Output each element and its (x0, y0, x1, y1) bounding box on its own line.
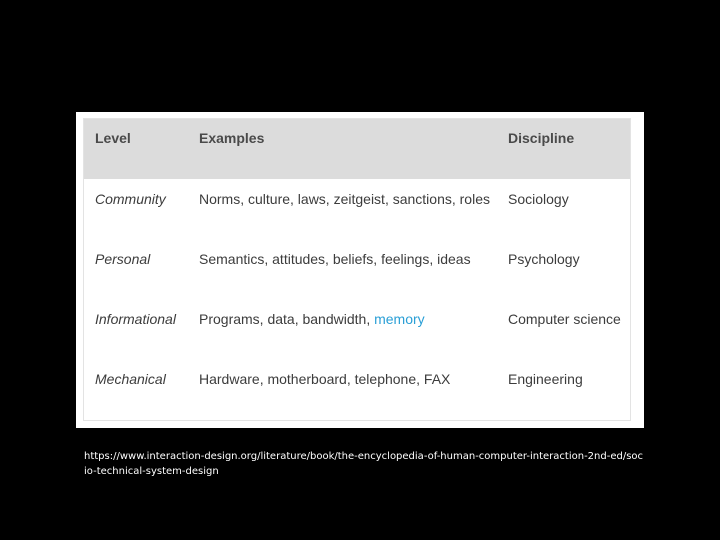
table-row (84, 179, 630, 239)
cell-discipline: Psychology (508, 251, 580, 267)
table-image (76, 112, 644, 428)
cell-examples (199, 299, 425, 339)
memory-link[interactable]: memory (374, 311, 425, 327)
table-row (84, 239, 630, 299)
cell-examples-text: Programs, data, bandwidth, (199, 311, 375, 327)
cell-discipline: Engineering (508, 371, 583, 387)
cell-discipline: Computer science (508, 311, 621, 327)
cell-level: Personal (95, 251, 151, 267)
header-discipline: Discipline (508, 130, 575, 146)
source-url[interactable]: https://www.interaction-design.org/literature/book/the-encyclopedia-of-human-computer-interaction-2nd-ed/socio-technical-system-design (84, 451, 644, 477)
cell-level: Informational (95, 311, 176, 327)
cell-level: Mechanical (95, 371, 166, 387)
socio-technical-levels-table (83, 118, 631, 421)
cell-examples: Hardware, motherboard, telephone, FAX (199, 371, 451, 387)
cell-level: Community (95, 191, 166, 207)
cell-examples: Norms, culture, laws, zeitgeist, sanctions, roles (199, 191, 490, 207)
cell-discipline: Sociology (508, 191, 569, 207)
table-header (84, 119, 630, 179)
header-level: Level (95, 130, 131, 146)
cell-examples: Semantics, attitudes, beliefs, feelings, ideas (199, 251, 471, 267)
table-row (84, 299, 630, 359)
header-examples: Examples (199, 130, 265, 146)
table-row (84, 359, 630, 419)
